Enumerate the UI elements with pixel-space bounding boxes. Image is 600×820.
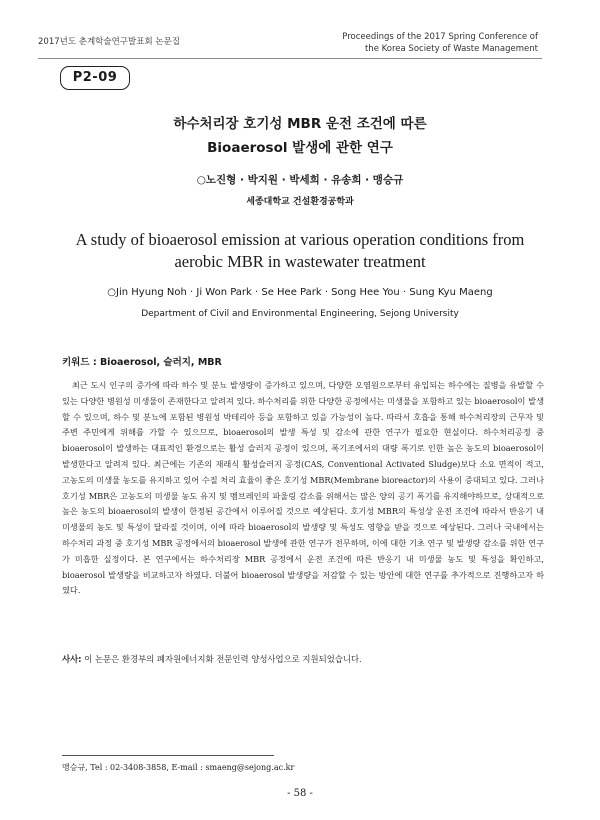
header-rule xyxy=(38,58,542,59)
korean-authors: ○노진형 · 박지원 · 박세희 · 유송희 · 맹승규 xyxy=(196,174,404,186)
acknowledgment xyxy=(62,653,362,665)
english-title xyxy=(0,229,600,273)
english-affiliation: Department of Civil and Environmental Engineering, Sejong University xyxy=(141,309,459,319)
keywords: 키워드 : Bioaerosol, 슬러지, MBR xyxy=(62,357,222,368)
acknowledgment-text: 이 논문은 환경부의 폐자원에너지화 전문인력 양성사업으로 지원되었습니다. xyxy=(84,654,362,664)
english-authors: ○Jin Hyung Noh · Ji Won Park · Se Hee Park · Song Hee You · Sung Kyu Maeng xyxy=(107,287,493,298)
korean-affiliation: 세종대학교 건설환경공학과 xyxy=(246,197,354,207)
corresponding-author-footnote: 맹승규, Tel : 02-3408-3858, E-mail : smaeng@sejong.ac.kr xyxy=(62,763,295,772)
paper-id-badge: P2-09 xyxy=(60,66,130,90)
korean-title xyxy=(0,112,600,160)
korean-title-line1: 하수처리장 호기성 MBR 운전 조건에 따른 xyxy=(173,116,427,132)
english-title-line1: A study of bioaerosol emission at various operation conditions from xyxy=(75,230,525,249)
running-header-left: 2017년도 춘계학술연구발표회 논문집 xyxy=(38,37,180,47)
korean-title-line2: Bioaerosol 발생에 관한 연구 xyxy=(207,140,393,156)
running-header-right-line1: Proceedings of the 2017 Spring Conference of xyxy=(342,32,538,42)
footnote-rule xyxy=(62,755,274,756)
running-header-right-line2: the Korea Society of Waste Management xyxy=(364,44,538,54)
abstract-body: 최근 도시 인구의 증가에 따라 하수 및 분뇨 발생량이 증가하고 있으며, 다양한 오염원으로부터 유입되는 하수에는 질병을 유발할 수 있는 다양한 병원성 미생물이 존재한다고 알려져 있다. 하수처리를 위한 다양한 공정에서는 미생물을 포함하고 있는 bioaerosol이 발생할 수 있으며, 하수 및 분뇨에 포함된 병원성 박테리아 등을 포함하고 있을 가능성이 높다. 따라서 호흡을 통해 하수처리장의 근무자 및 주변 주민에게 위해를 가할 수 있으므로, bioaerosol의 발생 특성 및 감소에 관한 연구가 필요한 현실이다. 하수처리공정 중 bioaerosol이 발생하는 대표적인 환경으로는 활성 슬러지 공정이 있으며, 폭기조에서의 대량 폭기로 인한 높은 농도의 bioaerosol이 발생한다고 알려져 있다. 최근에는 기존의 재래식 활성슬러지 공정(CAS, Conventional Activated Sludge)보다 소요 면적이 적고, 고농도의 미생물 농도를 유지하고 있어 수질 처리 효율이 좋은 호기성 MBR(Membrane bioreactor)의 사용이 증대되고 있다. 그러나 호기성 MBR은 고농도의 미생물 농도 유지 및 멤브레인의 파울링 감소를 위해서는 많은 양의 공기 폭기를 유지해야하므로, 상대적으로 높은 농도의 bioaerosol의 발생이 한정된 공간에서 이루어질 것으로 예상된다. 호기성 MBR의 특성상 운전 조건에 따라서 반응기 내 미생물의 농도 및 특성이 달라질 것이며, 이에 따라 bioaerosol의 발생량 및 특성도 영향을 받을 것으로 예상된다. 그러나 국내에서는 하수처리 과정 중 호기성 MBR 공정에서의 bioaerosol 발생에 관한 연구가 전무하며, 이에 대한 기초 연구 및 발생량 감소를 위한 연구가 미흡한 실정이다. 본 연구에서는 하수처리장 MBR 공정에서 운전 조건에 따른 반응기 내 미생물 농도 및 특성을 확인하고, bioaerosol 발생량을 비교하고자 하였다. 더불어 bioaerosol 발생량을 저감할 수 있는 방안에 대한 연구를 추가적으로 진행하고자 하였다. xyxy=(62,380,544,596)
english-title-line2: aerobic MBR in wastewater treatment xyxy=(174,252,426,271)
page-number: - 58 - xyxy=(287,788,313,799)
acknowledgment-label: 사사: xyxy=(62,654,82,664)
running-header-right xyxy=(342,31,538,55)
